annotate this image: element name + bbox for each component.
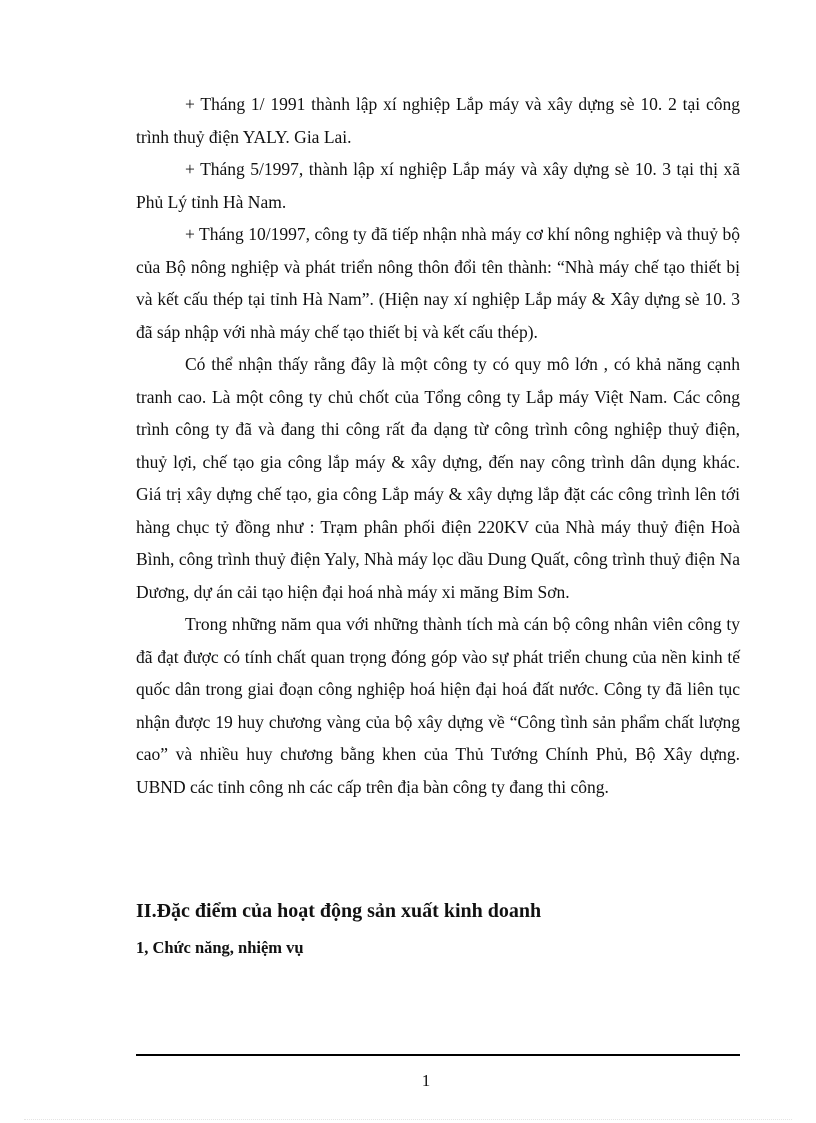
section-heading: II.Đặc điểm của hoạt động sản xuất kinh doanh bbox=[136, 900, 542, 922]
paragraph: + Tháng 1/ 1991 thành lập xí nghiệp Lắp máy và xây dựng sè 10. 2 tại công trình thuỷ điện YALY. Gia Lai. bbox=[136, 94, 740, 147]
page-bottom-edge bbox=[24, 1119, 792, 1120]
footer-divider bbox=[136, 1054, 740, 1056]
paragraph: Có thể nhận thấy rằng đây là một công ty có quy mô lớn , có khả năng cạnh tranh cao. Là một công ty chủ chốt của Tổng công ty Lắp máy Việt Nam. Các công trình công ty đã và đang thi công rất đa dạng từ công trình công nghiệp thuỷ điện, thuỷ lợi, chế tạo gia công lắp máy & xây dựng, đến nay công trình dân dụng khác. Giá trị xây dựng chế tạo, gia công Lắp máy & xây dựng lắp đặt các công trình lên tới hàng chục tỷ đồng như : Trạm phân phối điện 220KV của Nhà máy thuỷ điện Hoà Bình, công trình thuỷ điện Yaly, Nhà máy lọc dầu Dung Quất, công trình thuỷ điện Na Dương, dự án cải tạo hiện đại hoá nhà máy xi măng Bỉm Sơn. bbox=[136, 354, 740, 602]
paragraph: Trong những năm qua với những thành tích mà cán bộ công nhân viên công ty đã đạt được có tính chất quan trọng đóng góp vào sự phát triển chung của nền kinh tế quốc dân trong giai đoạn công nghiệp hoá hiện đại hoá đất nước. Công ty đã liên tục nhận được 19 huy chương vàng của bộ xây dựng về “Công tình sản phẩm chất lượng cao” và nhiều huy chương bằng khen của Thủ Tướng Chính Phủ, Bộ Xây dựng. UBND các tỉnh công nh các cấp trên địa bàn công ty đang thi công. bbox=[136, 614, 740, 797]
paragraph: + Tháng 10/1997, công ty đã tiếp nhận nhà máy cơ khí nông nghiệp và thuỷ bộ của Bộ nông nghiệp và phát triển nông thôn đổi tên thành: “Nhà máy chế tạo thiết bị và kết cấu thép tại tỉnh Hà Nam”. (Hiện nay xí nghiệp Lắp máy & Xây dựng sè 10. 3 đã sáp nhập với nhà máy chế tạo thiết bị và kết cấu thép). bbox=[136, 224, 740, 342]
paragraph: + Tháng 5/1997, thành lập xí nghiệp Lắp máy và xây dựng sè 10. 3 tại thị xã Phủ Lý tỉnh Hà Nam. bbox=[136, 159, 740, 212]
page-number: 1 bbox=[421, 1071, 431, 1090]
body-text bbox=[136, 88, 740, 803]
subsection-heading: 1, Chức năng, nhiệm vụ bbox=[136, 938, 304, 957]
